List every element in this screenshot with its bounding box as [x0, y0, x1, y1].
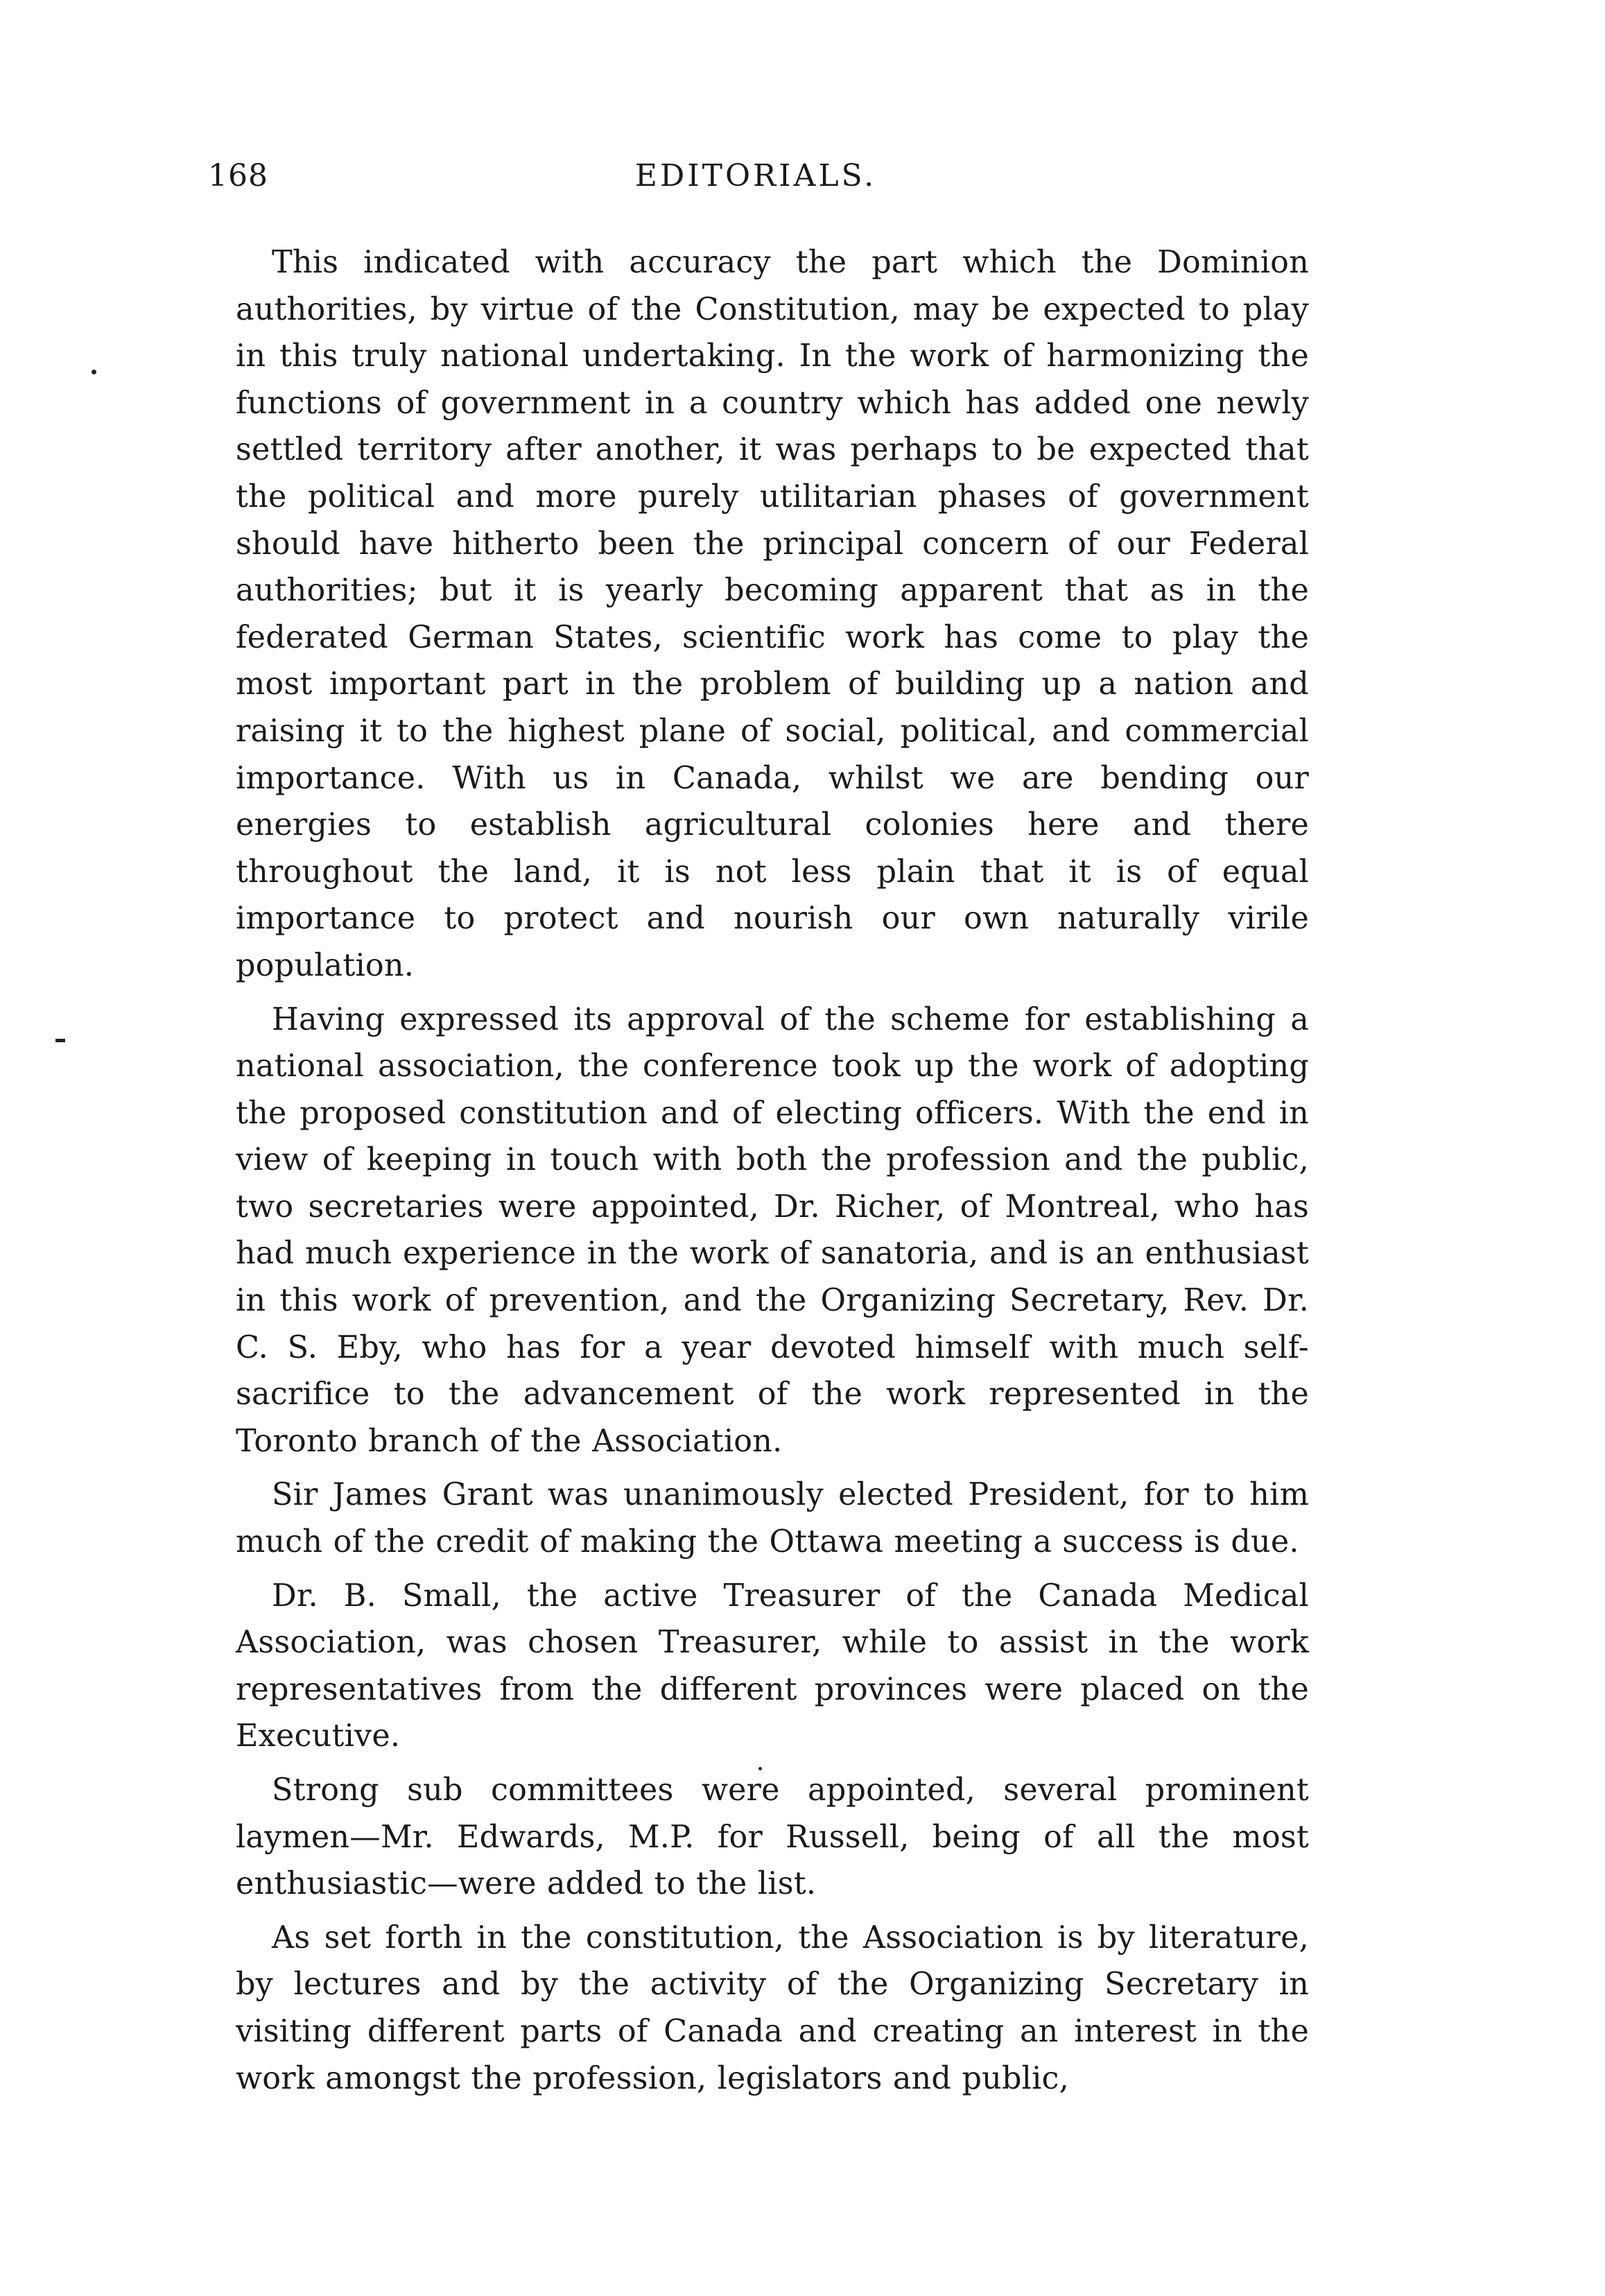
page-header — [208, 154, 1303, 198]
page-number: 168 — [208, 158, 268, 193]
paragraph-treasurer: Dr. B. Small, the active Treasurer of the Canada Medical Association, was chosen Treasurer, while to assist in the work representatives from the different provinces were placed on the Executive. — [236, 1578, 1309, 1754]
paragraph-constitution: As set forth in the constitution, the Association is by literature, by lectures and by the activity of the Organizing Secretary in visiting different parts of Canada and creating an interest in the work amongst the profession, legislators and public, — [236, 1919, 1309, 2096]
paragraph-president: Sir James Grant was unanimously elected President, for to him much of the credit of making the Ottawa meeting a success is due. — [236, 1477, 1309, 1560]
margin-speck — [758, 1767, 762, 1770]
paragraph-dominion-authorities: This indicated with accuracy the part which the Dominion authorities, by virtue of the Constitution, may be expected to play in this truly national undertaking. In the work of harmonizing the functions of government in a country which has added one newly settled territory after another, it was perhaps to be expected that the political and more purely utilitarian phases of government should have hitherto been the principal concern of our Federal authorities; but it is yearly becoming apparent that as in the federated German States, scientific work has come to play the most important part in the problem of building up a nation and raising it to the highest plane of social, political, and commercial importance. With us in Canada, whilst we are bending our energies to establish agricultural colonies here and there throughout the land, it is not less plain that it is of equal importance to protect and nourish our own naturally virile population. — [236, 245, 1309, 983]
margin-speck — [55, 1039, 65, 1042]
paragraph-sub-committees: Strong sub committees were appointed, several prominent laymen—Mr. Edwards, M.P. for Russell, being of all the most enthusiastic—were added to the list. — [236, 1772, 1309, 1902]
margin-speck — [92, 370, 96, 374]
paragraph-national-association: Having expressed its approval of the scheme for establishing a national association, the conference took up the work of adopting the proposed constitution and of electing officers. With the end in view of keeping in touch with both the profession and the public, two secretaries were appointed, Dr. Richer, of Montreal, who has had much experience in the work of sanatoria, and is an enthusiast in this work of prevention, and the Organizing Secretary, Rev. Dr. C. S. Eby, who has for a year devoted himself with much self-sacrifice to the advancement of the work represented in the Toronto branch of the Association. — [236, 1001, 1309, 1459]
article-body — [236, 239, 1309, 2105]
running-head: EDITORIALS. — [634, 158, 877, 193]
